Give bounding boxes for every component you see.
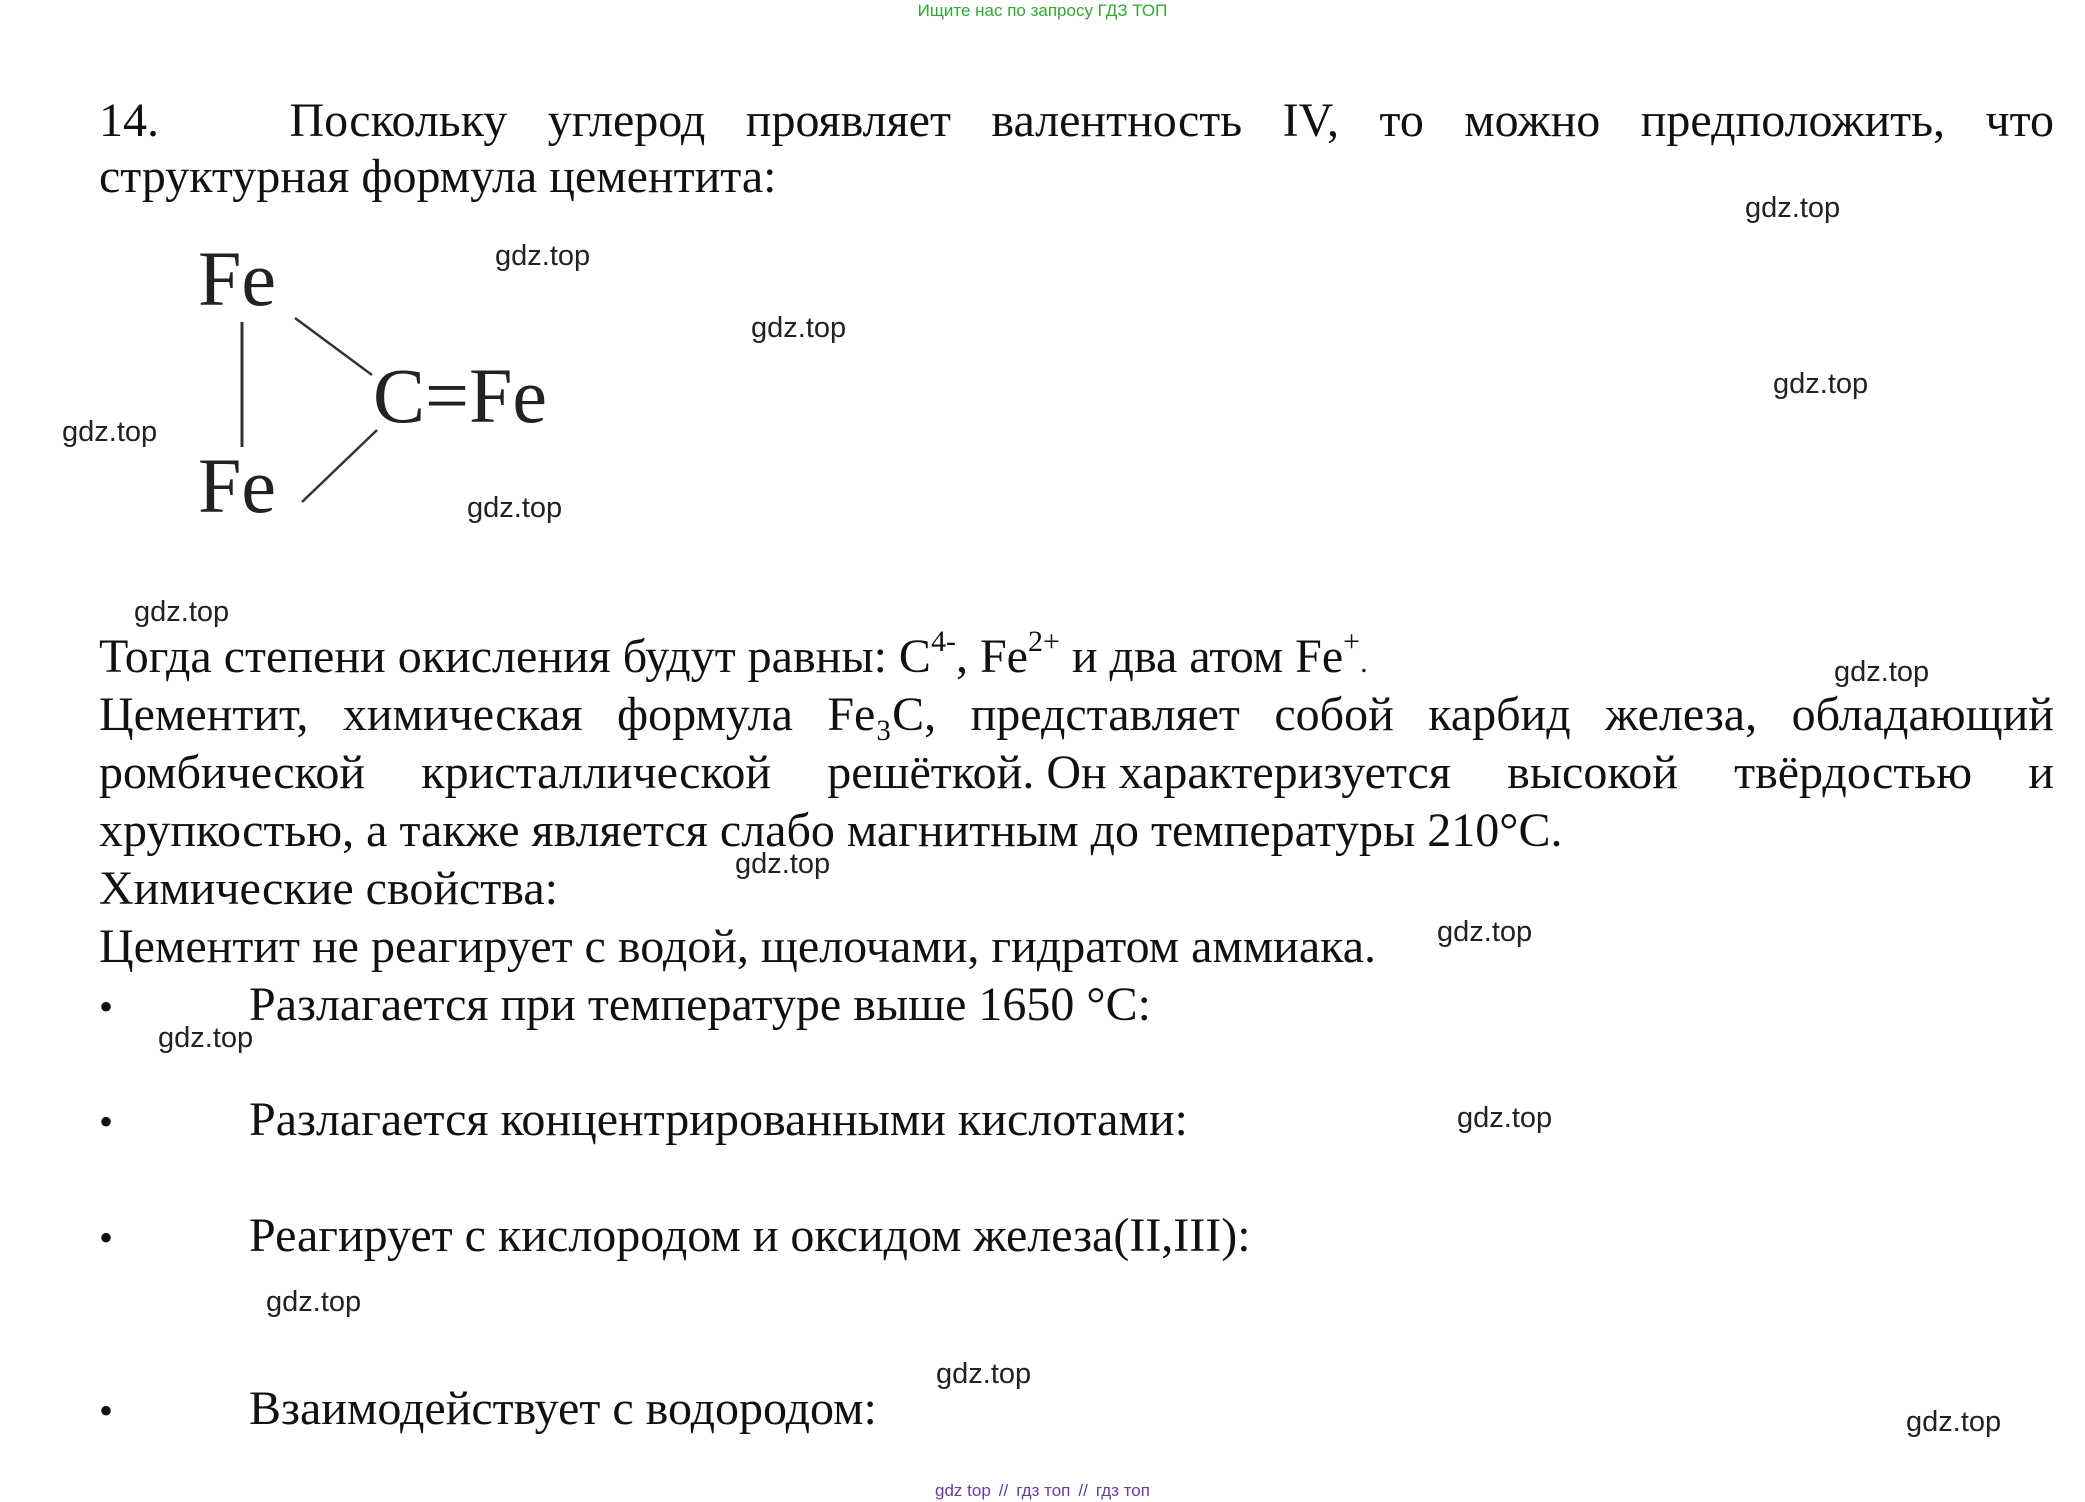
formula-fe-top: Fe xyxy=(198,240,276,322)
oxidation-states-line xyxy=(99,625,2054,692)
formula-fe-bottom: Fe xyxy=(198,442,276,529)
bottom-banner-separator: // xyxy=(1078,1481,1088,1500)
c-charge: 4- xyxy=(930,625,956,658)
watermark: gdz.top xyxy=(751,312,847,344)
watermark: gdz.top xyxy=(1437,916,1533,948)
oxidation-mid-2: и два атом Fe xyxy=(1059,630,1344,683)
oxidation-end: . xyxy=(1360,646,1368,679)
bullet-icon: • xyxy=(99,1215,114,1260)
property-item xyxy=(99,1207,1251,1267)
description-line-3: хрупкостью, а также является слабо магнитным до температуры 210°C. xyxy=(99,804,1563,857)
word: представляет xyxy=(970,688,1240,741)
bottom-banner-separator: // xyxy=(998,1481,1009,1500)
property-text: Реагирует с кислородом и оксидом железа(II,III): xyxy=(249,1209,1251,1262)
word: ромбической xyxy=(99,746,366,799)
bullet-icon: • xyxy=(99,1099,114,1144)
task-number: 14. xyxy=(99,94,159,147)
word: и xyxy=(2028,746,2054,799)
oxidation-mid-1: , Fe xyxy=(955,630,1028,683)
watermark: gdz.top xyxy=(1773,368,1869,400)
word: обладающий xyxy=(1791,688,2054,741)
word: что xyxy=(1985,94,2054,147)
watermark: gdz.top xyxy=(1745,192,1841,224)
watermark: gdz.top xyxy=(735,848,831,880)
properties-heading: Химические свойства: xyxy=(99,862,558,915)
bond-fe-c-bottom xyxy=(302,430,377,502)
watermark: gdz.top xyxy=(936,1358,1032,1390)
bottom-banner-item: gdz top xyxy=(935,1481,991,1500)
watermark: gdz.top xyxy=(1834,656,1930,688)
bottom-banner xyxy=(0,1480,2085,1502)
property-item xyxy=(99,1380,877,1440)
word: IV, xyxy=(1282,94,1340,147)
watermark: gdz.top xyxy=(467,492,563,524)
property-item xyxy=(99,976,1151,1036)
bullet-icon: • xyxy=(99,1388,114,1433)
watermark: gdz.top xyxy=(266,1286,362,1318)
watermark: gdz.top xyxy=(495,240,591,272)
watermark: gdz.top xyxy=(158,1022,254,1054)
bottom-banner-item: гдз топ xyxy=(1095,1481,1150,1500)
no-reaction-statement: Цементит не реагирует с водой, щелочами, гидратом аммиака. xyxy=(99,920,1377,973)
formula-carbon-group: C=Fe xyxy=(373,352,548,439)
property-text: Разлагается при температуре выше 1650 °С: xyxy=(249,978,1151,1031)
word: Цементит, xyxy=(99,688,309,741)
oxidation-prefix: Тогда степени окисления будут равны: C xyxy=(99,630,931,683)
task-intro-line-1 xyxy=(99,92,2054,150)
word: валентность xyxy=(991,94,1243,147)
word: высокой xyxy=(1507,746,1678,799)
word: то xyxy=(1379,94,1424,147)
property-text: Взаимодействует с водородом: xyxy=(249,1382,877,1435)
property-text: Разлагается концентрированными кислотами: xyxy=(249,1093,1188,1146)
watermark: gdz.top xyxy=(1457,1102,1553,1134)
word: Fe₃C, xyxy=(827,688,937,741)
word: химическая xyxy=(342,688,583,741)
bottom-banner-item: гдз топ xyxy=(1016,1481,1071,1500)
property-item xyxy=(99,1091,1188,1151)
word: можно xyxy=(1464,94,1601,147)
word: твёрдостью xyxy=(1734,746,1973,799)
fe1-charge: + xyxy=(1343,625,1361,658)
word: предположить, xyxy=(1640,94,1946,147)
word: решёткой. Он характеризуется xyxy=(827,746,1451,799)
word: проявляет xyxy=(745,94,951,147)
top-banner: Ищите нас по запросу ГДЗ ТОП xyxy=(917,1,1168,20)
word: углерод xyxy=(547,94,706,147)
watermark: gdz.top xyxy=(134,596,230,628)
watermark: gdz.top xyxy=(62,416,158,448)
watermark: gdz.top xyxy=(1906,1406,2002,1438)
word: формула xyxy=(616,688,793,741)
description-line-1 xyxy=(99,686,2054,744)
task-intro-line-2: структурная формула цементита: xyxy=(99,150,777,203)
description-line-2 xyxy=(99,744,2054,802)
word: карбид xyxy=(1428,688,1571,741)
word: Поскольку xyxy=(289,94,508,147)
word: собой xyxy=(1274,688,1394,741)
bullet-icon: • xyxy=(99,984,114,1029)
word: кристаллической xyxy=(421,746,772,799)
bond-fe-c-top xyxy=(295,318,372,375)
word: железа, xyxy=(1605,688,1758,741)
fe2-charge: 2+ xyxy=(1027,625,1060,658)
